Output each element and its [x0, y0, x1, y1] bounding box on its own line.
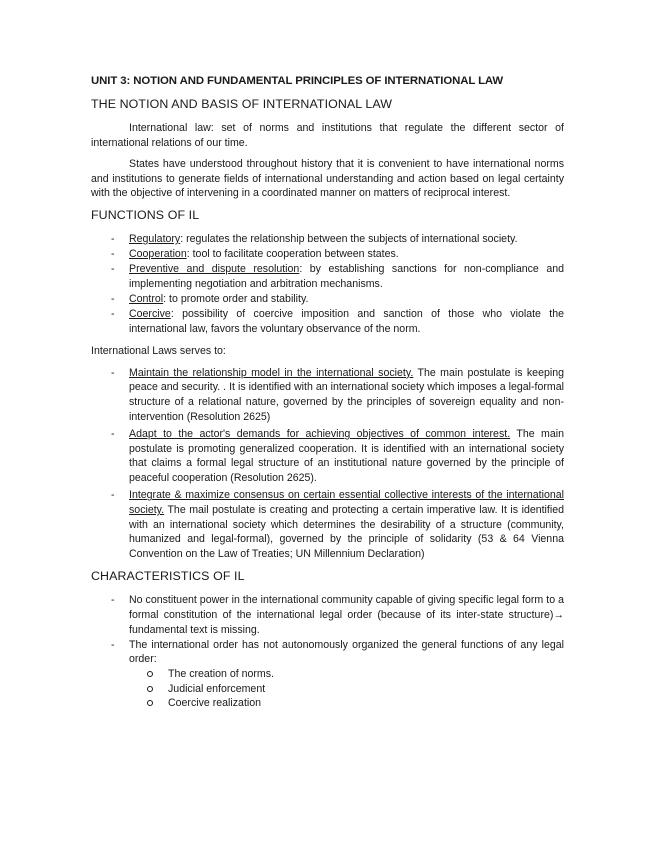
serves-text: The main postulate is promoting generalized cooperation. It is identified with an international society that claims a formal legal structure of an institutional nature governed by the principle of peaceful cooperation (Resolution 2625). [129, 428, 564, 484]
function-term: Cooperation [129, 248, 187, 261]
dash-bullet: - [111, 428, 115, 441]
sub-list [129, 667, 564, 711]
section-heading-functions: FUNCTIONS OF IL [91, 207, 200, 222]
section-heading-characteristics: CHARACTERISTICS OF IL [91, 569, 245, 584]
serves-list [91, 366, 564, 562]
serves-text: The main postulate is keeping peace and security. . It is identified with an international society which imposes a legal-formal structure of a relational nature, governed by the principles of sovereign equality and non-intervention (Resolution 2625) [129, 366, 564, 423]
function-text: : by establishing sanctions for non-compliance and implementing negotiation and arbitration mechanisms. [129, 263, 564, 290]
list-item [91, 593, 564, 637]
document-title: UNIT 3: NOTION AND FUNDAMENTAL PRINCIPLES OF INTERNATIONAL LAW [91, 75, 504, 87]
list-item [91, 307, 564, 336]
function-term: Preventive and dispute resolution [129, 263, 300, 276]
list-item [91, 488, 564, 561]
circle-bullet-icon [147, 671, 153, 677]
paragraph-history: States have understood throughout history that it is convenient to have international norms and institutions to generate fields of international understanding and action based on legal certainty with the objective of intervening in a coordinated manner on matters of reciprocal interest. [91, 158, 564, 200]
sub-item-text: Judicial enforcement [168, 682, 266, 695]
sub-list-item [129, 682, 564, 697]
function-term: Coercive [129, 307, 171, 320]
section-heading-notion: THE NOTION AND BASIS OF INTERNATIONAL LAW [91, 97, 393, 111]
list-item [91, 292, 564, 307]
function-text: : possibility of coercive imposition and sanction of those who violate the international law, favors the voluntary observance of the norm. [129, 307, 564, 335]
serves-term: Maintain the relationship model in the international society. [129, 366, 414, 379]
list-item [91, 638, 564, 711]
functions-list [91, 232, 564, 336]
serves-term: Adapt to the actor's demands for achieving objectives of common interest. [129, 428, 511, 441]
characteristic-text: No constituent power in the international community capable of giving specific legal form to a formal constitution of the international legal order (because of its inter-state structure)→ fundamental text is missing. [129, 594, 564, 636]
sub-list-item [129, 696, 564, 711]
list-item [91, 247, 564, 262]
function-text: : regulates the relationship between the subjects of international society. [180, 232, 518, 245]
dash-bullet: - [111, 263, 115, 276]
paragraph-definition: International law: set of norms and institutions that regulate the different sector of international relations of our time. [91, 122, 564, 149]
function-term: Control [129, 292, 164, 305]
circle-bullet-icon [147, 686, 153, 692]
serves-term: Integrate & maximize consensus on certain essential collective interests of the international society. [129, 489, 564, 517]
list-item [91, 427, 564, 485]
dash-bullet: - [111, 594, 115, 607]
dash-bullet: - [111, 248, 115, 261]
dash-bullet: - [111, 638, 115, 651]
list-item [91, 262, 564, 291]
dash-bullet: - [111, 307, 115, 320]
dash-bullet: - [111, 489, 115, 502]
dash-bullet: - [111, 366, 115, 379]
function-term: Regulatory [129, 232, 181, 245]
function-text: : to promote order and stability. [163, 292, 309, 305]
document-page [91, 74, 564, 719]
list-item [91, 232, 564, 247]
circle-bullet-icon [147, 700, 153, 706]
serves-text: The mail postulate is creating and protecting a certain imperative law. It is identified with an international society which determines the desirability of a structure (community, humanized and legal-formal), governed by the principle of solidarity (53 & 64 Vienna Convention on the Law of Treaties; UN Millennium Declaration) [129, 504, 564, 560]
characteristic-text: The international order has not autonomously organized the general functions of any legal order: [129, 638, 564, 666]
dash-bullet: - [111, 232, 115, 245]
sub-list-item [129, 667, 564, 682]
sub-item-text: Coercive realization [168, 697, 262, 710]
sub-item-text: The creation of norms. [168, 667, 274, 680]
dash-bullet: - [111, 292, 115, 305]
characteristics-list [91, 593, 564, 710]
serves-intro: International Laws serves to: [91, 345, 226, 358]
list-item [91, 366, 564, 424]
function-text: : tool to facilitate cooperation between states. [186, 248, 399, 261]
